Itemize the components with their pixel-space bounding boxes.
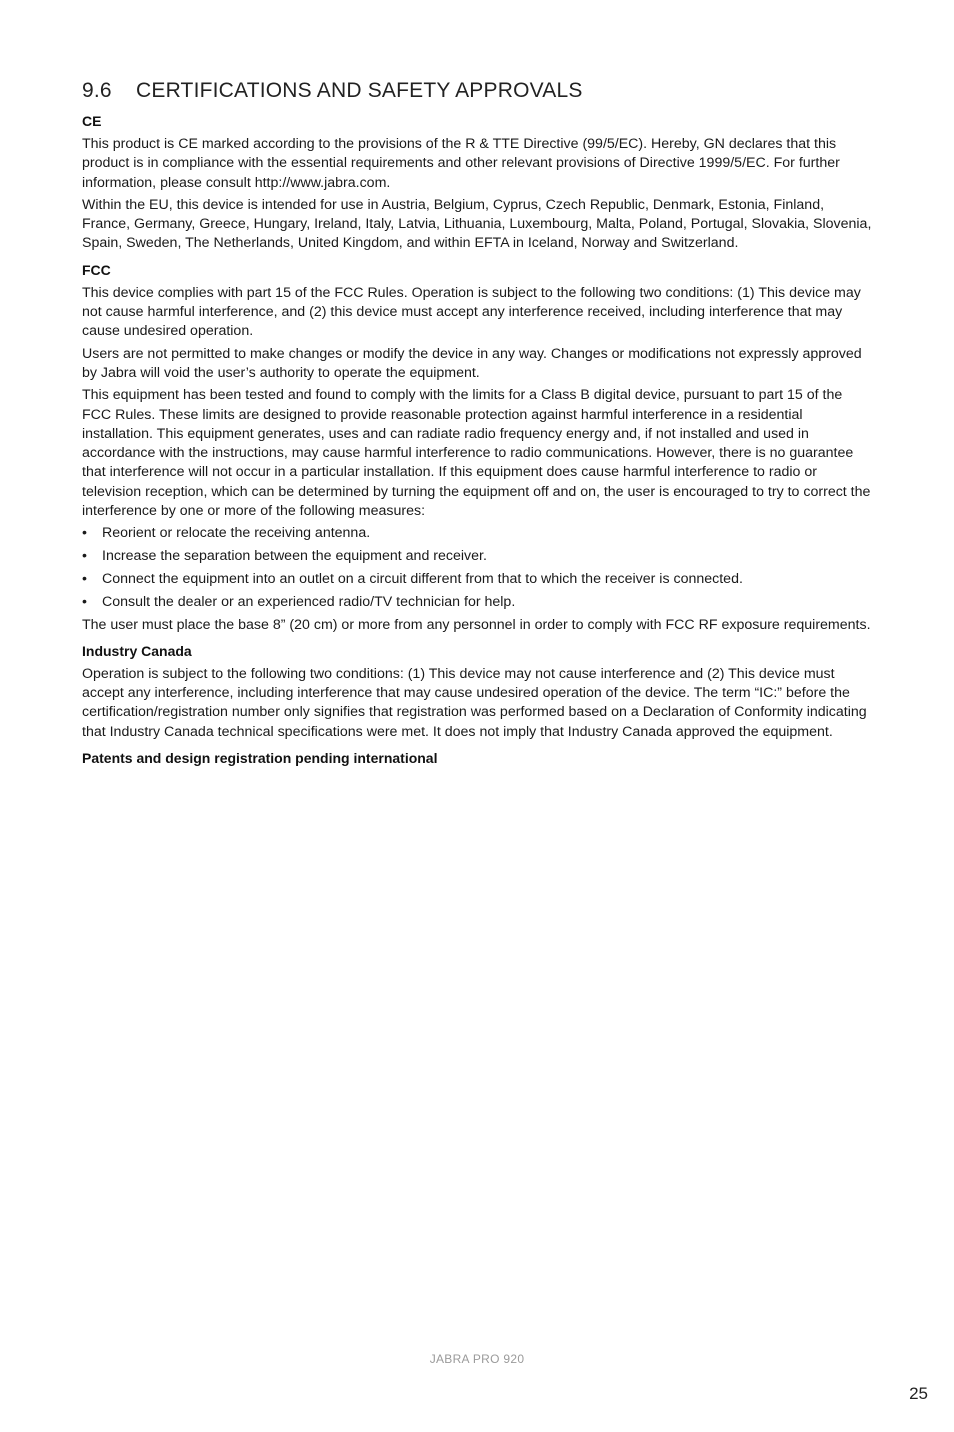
fcc-heading: FCC xyxy=(82,261,111,278)
list-item xyxy=(82,547,874,566)
document-body xyxy=(82,76,874,772)
list-item-text: Connect the equipment into an outlet on a circuit different from that to which the receiver is connected. xyxy=(102,570,743,587)
list-item xyxy=(82,593,874,612)
bullet-icon: • xyxy=(82,593,87,610)
list-item-text: Reorient or relocate the receiving antenna. xyxy=(102,525,371,542)
ce-heading: CE xyxy=(82,113,102,129)
section-number: 9.6 xyxy=(82,79,112,102)
list-item-text: Increase the separation between the equipment and receiver. xyxy=(102,548,487,565)
page-number: 25 xyxy=(909,1384,928,1403)
section-title-text: CERTIFICATIONS AND SAFETY APPROVALS xyxy=(136,79,583,102)
fcc-paragraph: Users are not permitted to make changes or modify the device in any way. Changes or modifications not expressly approved by Jabra will void the user’s authority to operate the equipment. xyxy=(82,345,862,381)
list-item-text: Consult the dealer or an experienced radio/TV technician for help. xyxy=(102,593,516,610)
industry-canada-paragraph: Operation is subject to the following two conditions: (1) This device may not cause interference and (2) This device must accept any interference, including interference that may cause undesired operation of the device. The term “IC:” before the certification/registration number only signifies that registration was performed based on a Declaration of Conformity indicating that Industry Canada technical specifications were met. It does not imply that Industry Canada approved the equipment. xyxy=(82,665,867,740)
fcc-paragraph: This device complies with part 15 of the FCC Rules. Operation is subject to the following two conditions: (1) This device may not cause harmful interference, and (2) this device must accept any interference received, including interference that may cause undesired operation. xyxy=(82,284,861,340)
section-title xyxy=(82,76,874,106)
bullet-icon: • xyxy=(82,525,87,542)
bullet-icon: • xyxy=(82,548,87,565)
list-item xyxy=(82,524,874,543)
fcc-closing-paragraph: The user must place the base 8” (20 cm) or more from any personnel in order to comply with FCC RF exposure requirements. xyxy=(82,616,871,633)
patents-heading: Patents and design registration pending international xyxy=(82,750,438,767)
ce-paragraph: Within the EU, this device is intended for use in Austria, Belgium, Cyprus, Czech Republic, Denmark, Estonia, Finland, France, Germany, Greece, Hungary, Ireland, Italy, Latvia, Lithuania, Luxembourg, Malta, Poland, Portugal, Slovakia, Slovenia, Spain, Sweden, The Netherlands, United Kingdom, and within EFTA in Iceland, Norway and Switzerland. xyxy=(82,196,872,252)
list-item xyxy=(82,570,874,589)
industry-canada-heading: Industry Canada xyxy=(82,642,192,659)
ce-paragraph: This product is CE marked according to the provisions of the R & TTE Directive (99/5/EC). Hereby, GN declares that this product is in compliance with the essential requirements and other relevant provisions of Directive 1999/5/EC. For further information, please consult http://www.jabra.com. xyxy=(82,136,840,191)
fcc-measures-list xyxy=(82,524,874,612)
fcc-paragraph: This equipment has been tested and found to comply with the limits for a Class B digital device, pursuant to part 15 of the FCC Rules. These limits are designed to provide reasonable protection against harmful interference in a residential installation. This equipment generates, uses and can radiate radio frequency energy and, if not installed and used in accordance with the instructions, may cause harmful interference to radio communications. However, there is no guarantee that interference will not occur in a particular installation. If this equipment does cause harmful interference to radio or television reception, which can be determined by turning the equipment off and on, the user is encouraged to try to correct the interference by one or more of the following measures: xyxy=(82,387,871,520)
bullet-icon: • xyxy=(82,570,87,587)
footer-product-name: JABRA PRO 920 xyxy=(429,1352,525,1366)
